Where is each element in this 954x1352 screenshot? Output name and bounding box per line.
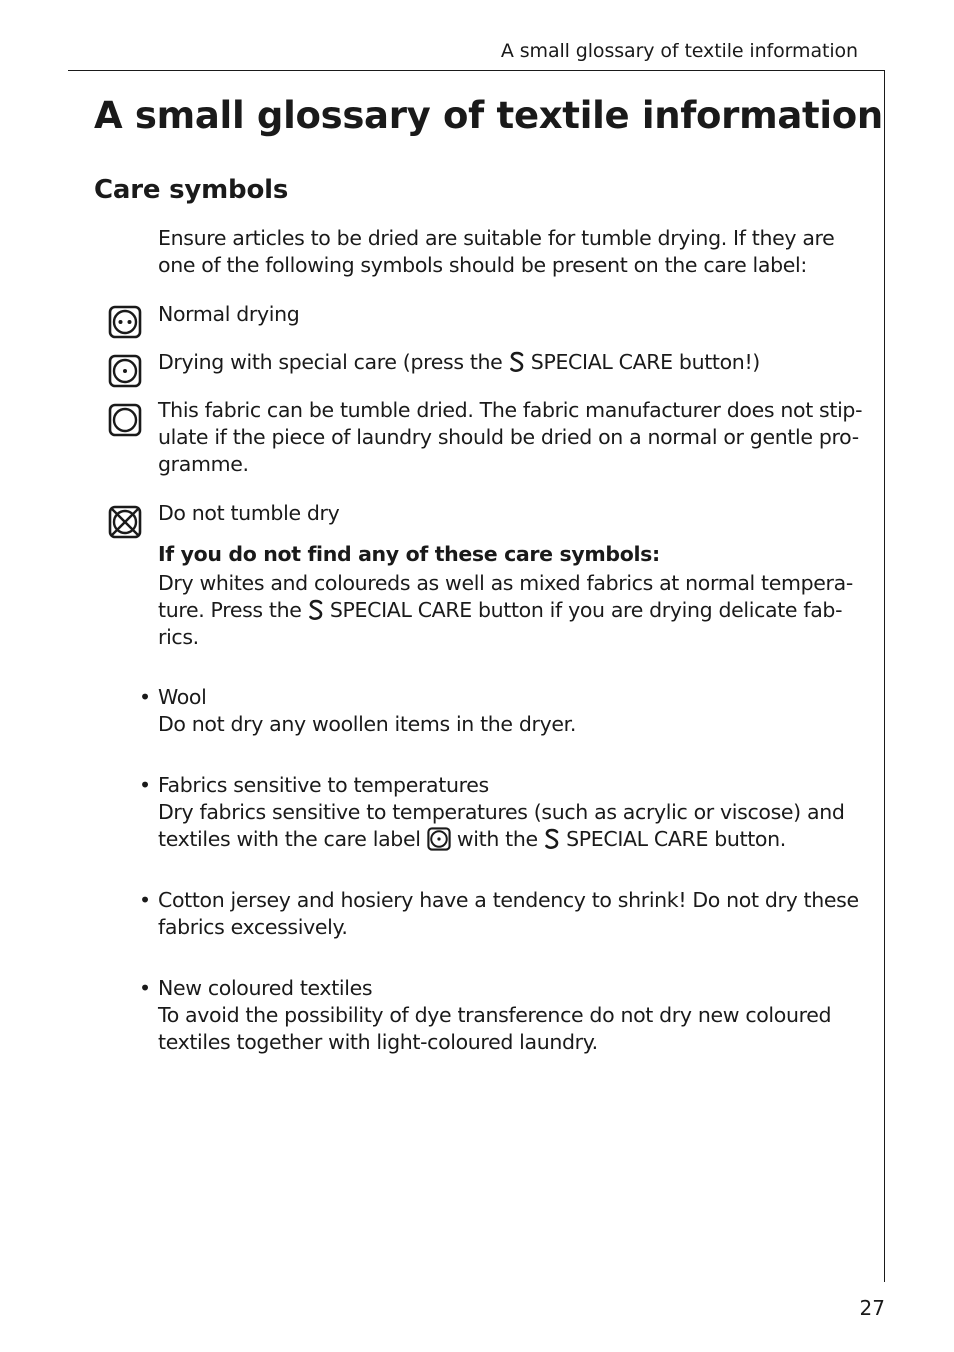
temp-line-1: Dry fabrics sensitive to temperatures (such as acrylic or viscose) and <box>158 800 845 824</box>
no-symbols-heading: If you do not find any of these care symbols: <box>158 542 660 566</box>
special-care-text: Drying with special care (press the SPECIAL CARE button!) <box>158 350 760 374</box>
wool-title: Wool <box>158 685 207 709</box>
bullet-marker: • <box>139 888 152 912</box>
do-not-tumble-dry-icon <box>108 505 142 539</box>
no-symbols-line-2: ture. Press the SPECIAL CARE button if you are drying delicate fab- <box>158 598 843 622</box>
tumble-dry-text-line-1: This fabric can be tumble dried. The fabric manufacturer does not stip- <box>158 398 863 422</box>
no-symbols-line-3: rics. <box>158 625 199 649</box>
margin-rule <box>884 70 885 1282</box>
bullet-marker: • <box>139 976 152 1000</box>
no-symbols-line-1: Dry whites and coloureds as well as mixed fabrics at normal tempera- <box>158 571 853 595</box>
new-coloured-line-2: textiles together with light-coloured laundry. <box>158 1030 598 1054</box>
header-rule <box>68 70 885 71</box>
page-number: 27 <box>859 1296 885 1320</box>
special-care-s-icon <box>308 599 324 621</box>
do-not-tumble-dry-text: Do not tumble dry <box>158 501 340 525</box>
new-coloured-title: New coloured textiles <box>158 976 373 1000</box>
tumble-dry-text-line-2: ulate if the piece of laundry should be dried on a normal or gentle pro- <box>158 425 859 449</box>
new-coloured-line-1: To avoid the possibility of dye transference do not dry new coloured <box>158 1003 832 1027</box>
bullet-marker: • <box>139 773 152 797</box>
wool-text: Do not dry any woollen items in the dryer. <box>158 712 577 736</box>
bullet-marker: • <box>139 685 152 709</box>
cotton-line-1: Cotton jersey and hosiery have a tendency to shrink! Do not dry these <box>158 888 859 912</box>
tumble-dry-normal-icon <box>108 305 142 339</box>
intro-line-1: Ensure articles to be dried are suitable for tumble drying. If they are <box>158 226 835 250</box>
intro-line-2: one of the following symbols should be present on the care label: <box>158 253 807 277</box>
temp-title: Fabrics sensitive to temperatures <box>158 773 489 797</box>
special-care-s-icon <box>509 351 525 373</box>
special-care-s-icon <box>544 828 560 850</box>
running-header: A small glossary of textile information <box>500 40 858 62</box>
page-title: A small glossary of textile information <box>94 94 883 137</box>
section-heading: Care symbols <box>94 175 289 205</box>
tumble-dry-gentle-icon <box>108 354 142 388</box>
cotton-line-2: fabrics excessively. <box>158 915 348 939</box>
tumble-dry-icon <box>108 403 142 437</box>
tumble-dry-gentle-icon <box>427 827 451 851</box>
normal-drying-text: Normal drying <box>158 302 300 326</box>
tumble-dry-text-line-3: gramme. <box>158 452 249 476</box>
temp-line-2: textiles with the care label with the SPECIAL CARE button. <box>158 827 786 851</box>
